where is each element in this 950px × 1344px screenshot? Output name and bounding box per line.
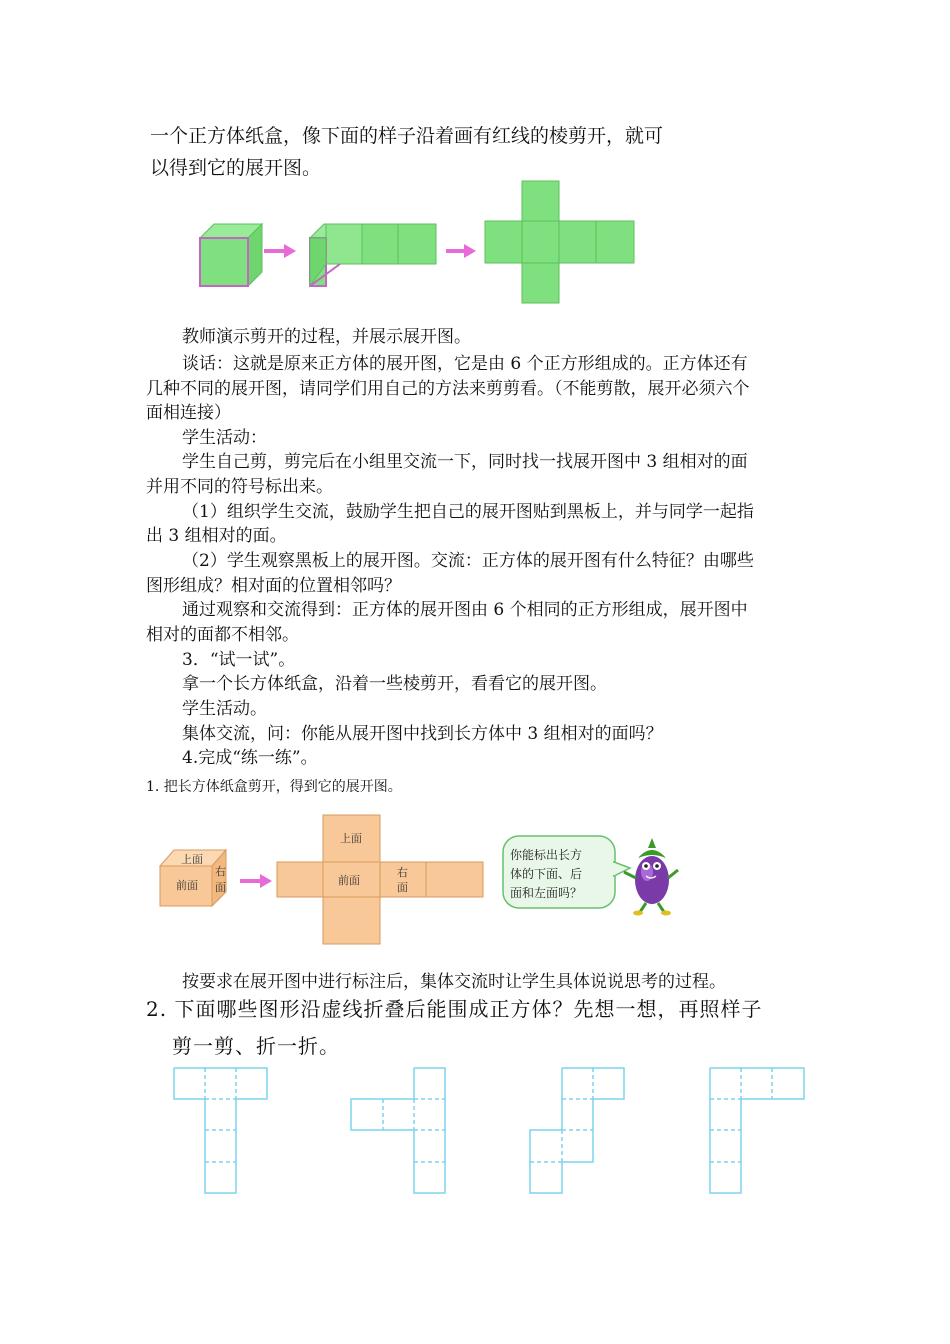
paragraph: 学生活动。 (182, 699, 267, 719)
paragraph: （1）组织学生交流，鼓励学生把自己的展开图贴到黑板上，并与同学一起指 (182, 502, 754, 522)
box-front-label: 前面 (176, 879, 198, 892)
paragraph: 几种不同的展开图，请同学们用自己的方法来剪剪看。（不能剪散，展开必须六个 (146, 379, 750, 399)
box-top-label: 上面 (181, 853, 203, 866)
bubble-text-line-1: 你能标出长方 (510, 848, 583, 862)
paragraph: （2）学生观察黑板上的展开图。交流：正方体的展开图有什么特征？由哪些 (182, 551, 754, 571)
exercise-2-title: 2. 下面哪些图形沿虚线折叠后能围成正方体？先想一想，再照样子 (146, 997, 763, 1021)
paragraph: 3．“试一试”。 (182, 650, 296, 670)
paragraph: 集体交流，问：你能从展开图中找到长方体中 3 组相对的面吗？ (182, 724, 663, 744)
paragraph: 谈话：这就是原来正方体的展开图，它是由 6 个正方形组成的。正方体还有 (182, 354, 748, 374)
bubble-text-line-3: 面和左面吗？ (510, 886, 583, 900)
net-top-label: 上面 (340, 832, 362, 845)
net-option-d (710, 1068, 804, 1193)
intro-line-1: 一个正方体纸盒，像下面的样子沿着画有红线的棱剪开，就可 (150, 125, 664, 147)
exercise-2-title: 剪一剪、折一折。 (172, 1034, 340, 1058)
net-option-c (530, 1068, 624, 1193)
net-option-a (174, 1068, 267, 1193)
paragraph: 教师演示剪开的过程，并展示展开图。 (182, 327, 471, 347)
paragraph: 学生自己剪，剪完后在小组里交流一下，同时找一找展开图中 3 组相对的面 (182, 452, 748, 472)
net-front-label: 前面 (338, 874, 360, 887)
net-option-b (351, 1068, 445, 1193)
net-right-label: 面 (397, 881, 408, 894)
paragraph: 图形组成？相对面的位置相邻吗？ (146, 576, 401, 596)
box-right-label: 右 (215, 865, 226, 878)
paragraph: 通过观察和交流得到：正方体的展开图由 6 个相同的正方形组成，展开图中 (182, 600, 748, 620)
paragraph: 出 3 组相对的面。 (146, 526, 287, 546)
paragraph: 拿一个长方体纸盒，沿着一些棱剪开，看看它的展开图。 (182, 674, 607, 694)
paragraph: 并用不同的符号标出来。 (146, 477, 333, 497)
net-right-label: 右 (397, 866, 408, 879)
paragraph: 按要求在展开图中进行标注后，集体交流时让学生具体说说思考的过程。 (182, 972, 726, 992)
paragraph: 面相连接） (146, 403, 231, 423)
paragraph: 4.完成“练一练”。 (182, 748, 318, 768)
intro-line-2: 以得到它的展开图。 (150, 157, 322, 179)
paragraph: 学生活动： (182, 428, 267, 448)
paragraph: 相对的面都不相邻。 (146, 625, 299, 645)
box-right-label: 面 (215, 881, 226, 894)
bubble-text-line-2: 体的下面、后 (510, 867, 583, 881)
exercise-1-title: 1. 把长方体纸盒剪开，得到它的展开图。 (146, 779, 402, 795)
